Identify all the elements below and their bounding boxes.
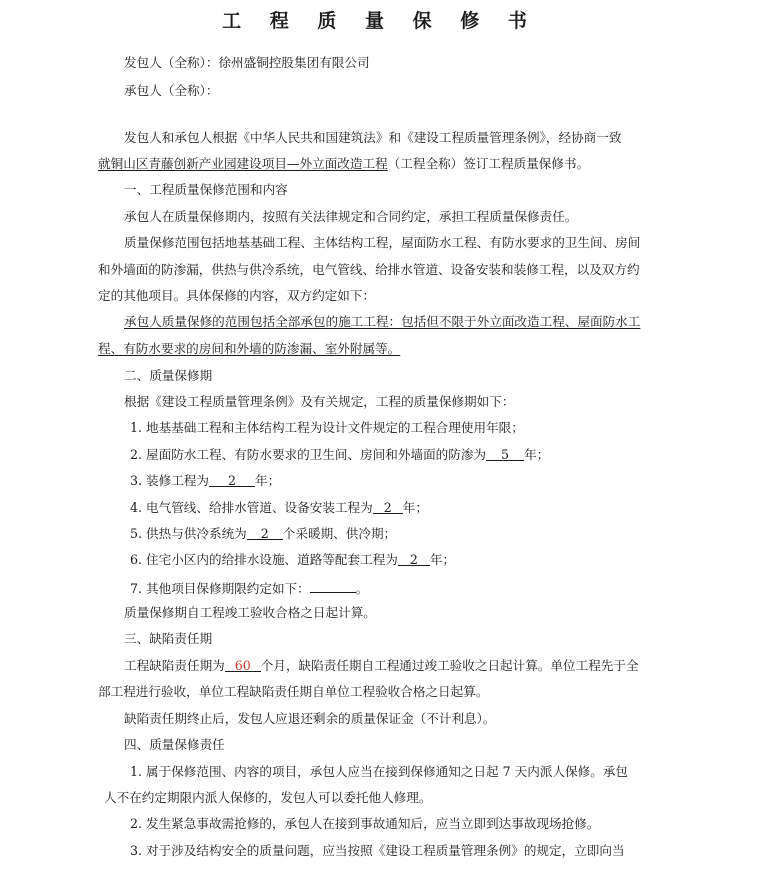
scope-agreement-line-1: 承包人质量保修的范围包括全部承包的施工工程：包括但不限于外立面改造工程、屋面防水工 — [124, 314, 641, 329]
section-1-paragraph-2-line-2: 和外墙面的防渗漏，供热与供冷系统，电气管线、给排水管道、设备安装和装修工程，以及双方约 — [98, 262, 640, 277]
section-3-paragraph-2: 缺陷责任期终止后，发包人应退还剩余的质量保证金（不计利息）。 — [124, 711, 496, 726]
section-1-paragraph-2-line-3: 定的其他项目。具体保修的内容，双方约定如下： — [98, 288, 376, 303]
warranty-item-unit: 年； — [255, 473, 281, 488]
defect-period-line-1 — [124, 657, 639, 675]
intro-line-2-rest: （工程全称）签订工程质量保修书。 — [387, 156, 590, 171]
section-3-heading: 三、缺陷责任期 — [124, 631, 213, 646]
warranty-item-unit: 年； — [429, 552, 456, 567]
warranty-item-4 — [130, 499, 428, 517]
warranty-period-blank: 5 — [486, 446, 524, 461]
warranty-period-blank: 2 — [373, 499, 403, 514]
warranty-item-unit: 年； — [524, 447, 550, 462]
responsibility-item-1-line-2: 人不在约定期限内派人保修的，发包人可以委托他人修理。 — [104, 790, 432, 805]
defect-period-value: 60 — [225, 657, 261, 672]
warranty-item-label: 4. 电气管线、给排水管道、设备安装工程为 — [130, 500, 373, 515]
warranty-item-1: 1. 地基基础工程和主体结构工程为设计文件规定的工程合理使用年限； — [130, 420, 524, 435]
section-1-paragraph-1: 承包人在质量保修期内，按照有关法律规定和合同约定，承担工程质量保修责任。 — [124, 209, 578, 224]
warranty-item-unit: 个采暖期、供冷期； — [282, 526, 397, 541]
warranty-item-7 — [130, 578, 368, 598]
warranty-item-2 — [130, 446, 549, 464]
warranty-item-label: 5. 供热与供冷系统为 — [130, 526, 247, 541]
section-2-paragraph-1: 根据《建设工程质量管理条例》及有关规定，工程的质量保修期如下： — [124, 394, 515, 409]
warranty-item-5 — [130, 525, 396, 543]
defect-period-label: 工程缺陷责任期为 — [124, 658, 225, 673]
warranty-item-label: 7. 其他项目保修期限约定如下： — [130, 581, 310, 596]
responsibility-item-1-line-1: 1. 属于保修范围、内容的项目，承包人应当在接到保修通知之日起 7 天内派人保修。承包 — [130, 764, 629, 779]
employer-line: 发包人（全称）：徐州盛铜控股集团有限公司 — [124, 55, 370, 70]
contractor-line: 承包人（全称）： — [124, 83, 219, 98]
section-4-heading: 四、质量保修责任 — [124, 737, 225, 752]
section-2-paragraph-2: 质量保修期自工程竣工验收合格之日起计算。 — [124, 605, 376, 620]
warranty-period-blank: 2 — [247, 525, 283, 540]
warranty-item-label: 2. 屋面防水工程、有防水要求的卫生间、房间和外墙面的防渗为 — [130, 447, 487, 462]
intro-line-2 — [98, 155, 589, 173]
warranty-item-6 — [130, 551, 455, 569]
section-1-paragraph-2-line-1: 质量保修范围包括地基基础工程、主体结构工程，屋面防水工程、有防水要求的卫生间、房间 — [124, 235, 641, 250]
warranty-item-unit: 年； — [402, 500, 428, 515]
responsibility-item-3: 3. 对于涉及结构安全的质量问题，应当按照《建设工程质量管理条例》的规定，立即向当 — [130, 843, 625, 858]
warranty-period-blank — [310, 578, 356, 593]
intro-line-1: 发包人和承包人根据《中华人民共和国建筑法》和《建设工程质量管理条例》，经协商一致 — [124, 130, 622, 145]
warranty-item-unit: 。 — [355, 581, 369, 596]
defect-period-line-2: 部工程进行验收，单位工程缺陷责任期自单位工程验收合格之日起算。 — [98, 684, 489, 699]
scope-agreement-line-2: 程、有防水要求的房间和外墙的防渗漏、室外附属等。 — [98, 341, 401, 356]
warranty-period-blank: 2 — [398, 551, 430, 566]
project-name: 就铜山区青藤创新产业园建设项目—外立面改造工程 — [98, 156, 388, 171]
defect-period-rest: 个月，缺陷责任期自工程通过竣工验收之日起计算。单位工程先于全 — [260, 658, 639, 673]
section-1-heading: 一、工程质量保修范围和内容 — [124, 182, 288, 197]
document-title: 工 程 质 量 保 修 书 — [222, 10, 538, 32]
responsibility-item-2: 2. 发生紧急事故需抢修的，承包人在接到事故通知后，应当立即到达事故现场抢修。 — [130, 816, 600, 831]
section-2-heading: 二、质量保修期 — [124, 368, 213, 383]
warranty-item-label: 3. 装修工程为 — [130, 473, 209, 488]
warranty-period-blank: 2 — [209, 472, 255, 487]
warranty-item-label: 6. 住宅小区内的给排水设施、道路等配套工程为 — [130, 552, 398, 567]
warranty-item-3 — [130, 472, 280, 490]
